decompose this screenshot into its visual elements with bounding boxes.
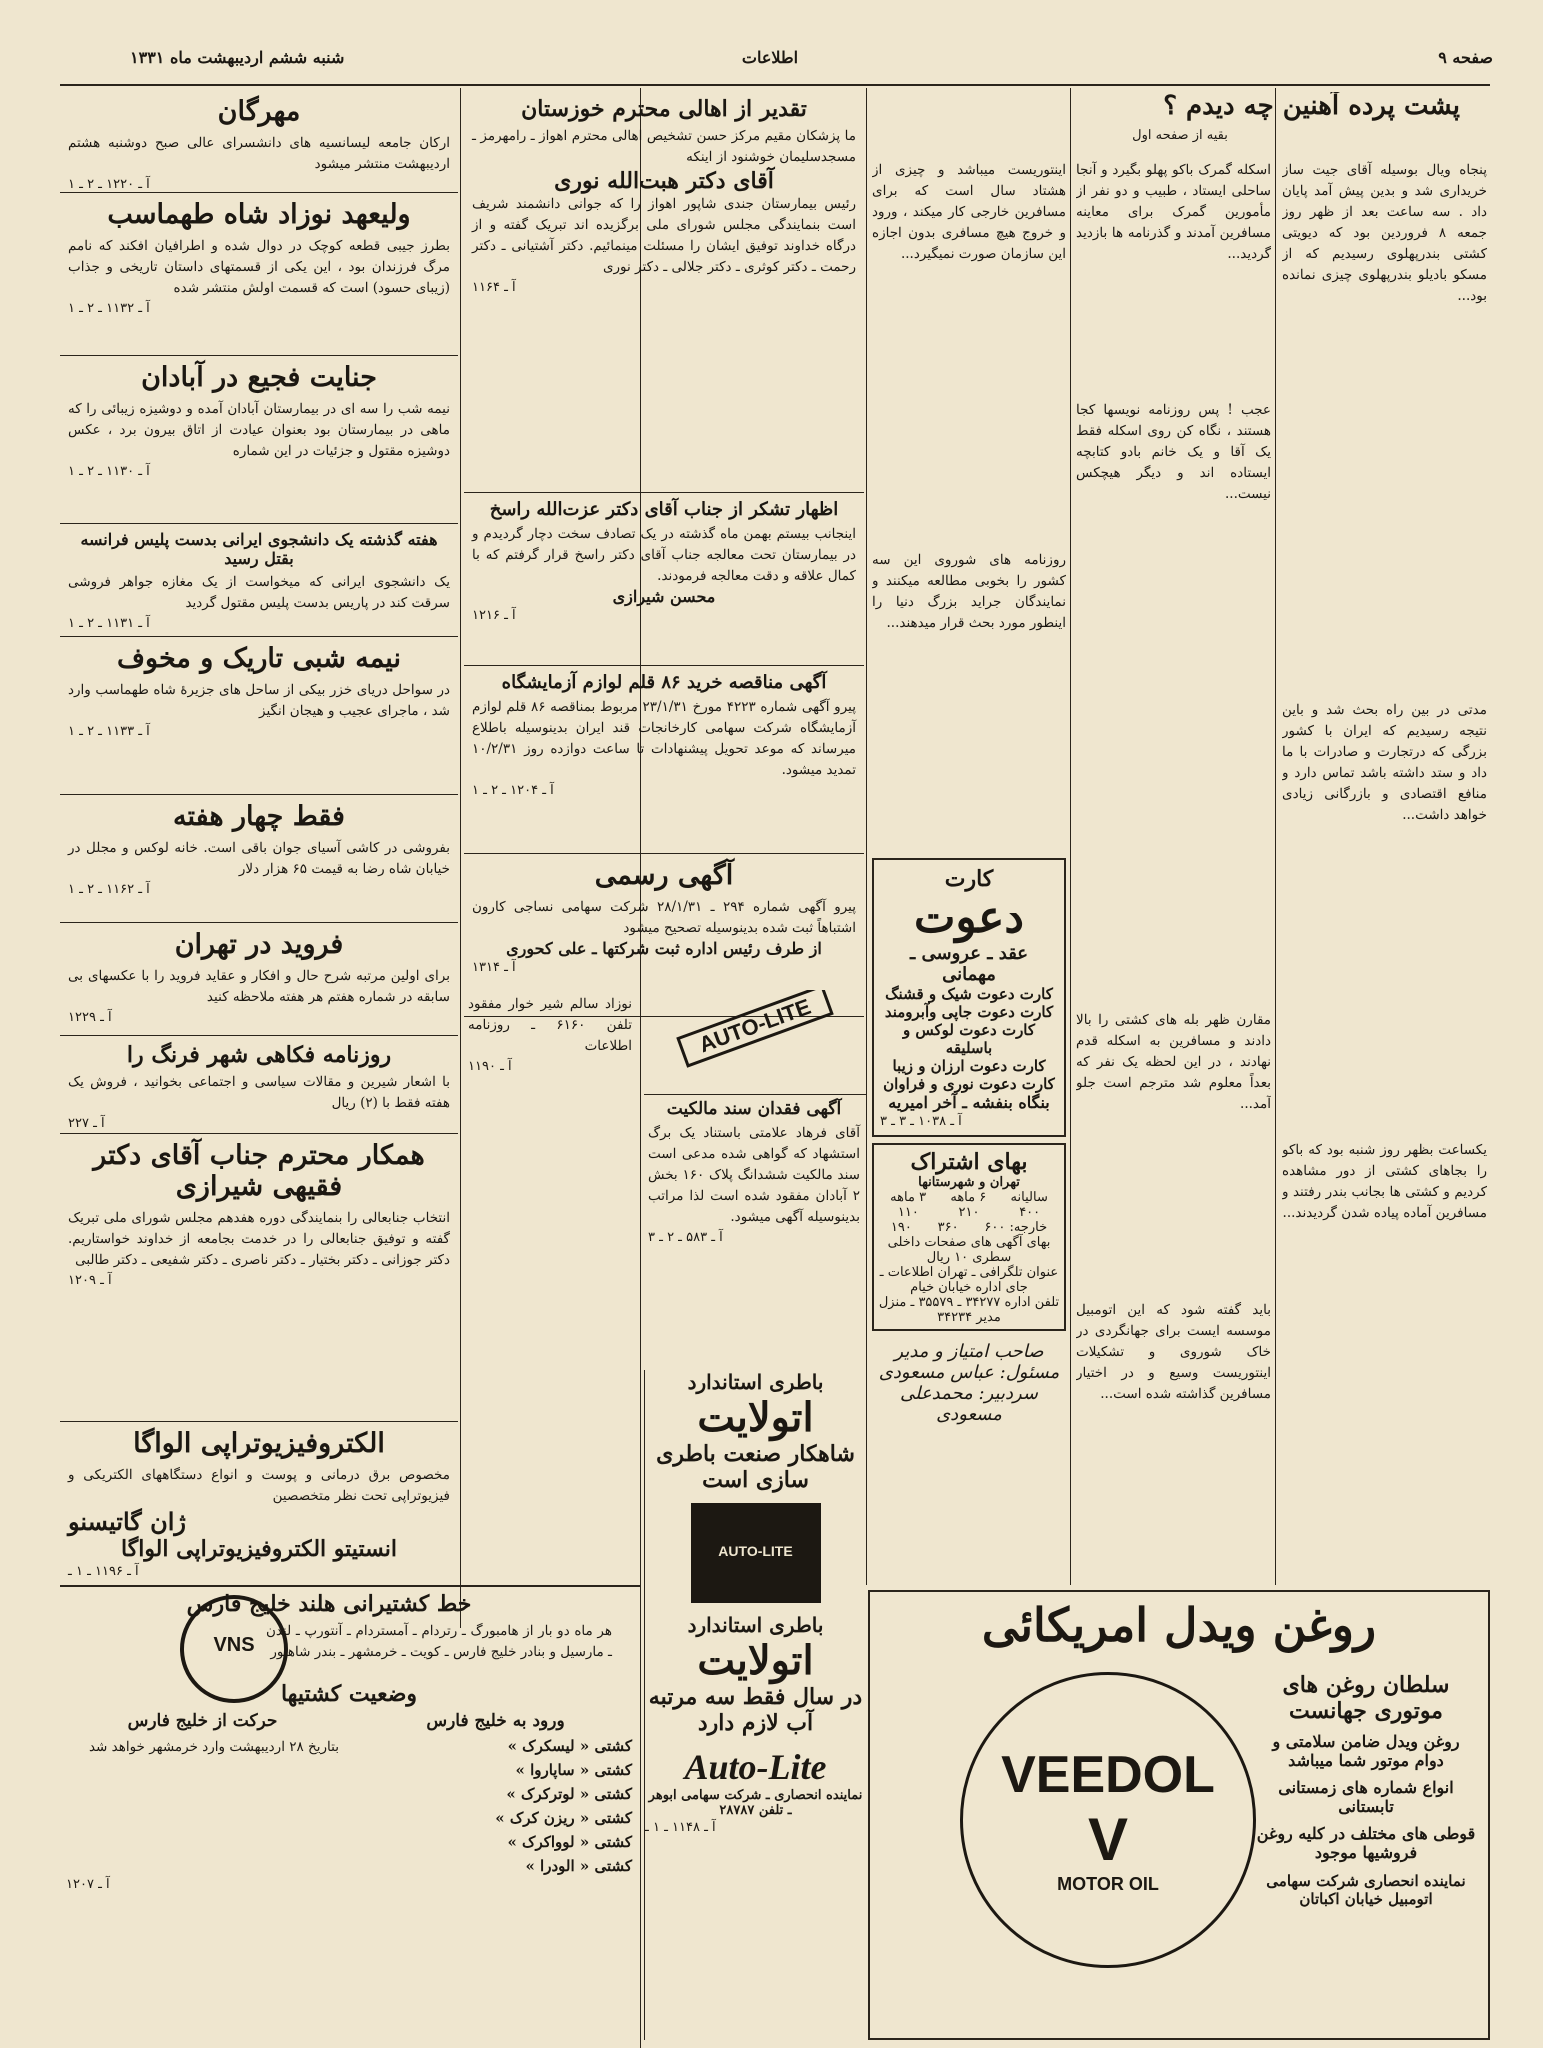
ship-name: کشتی « ساپاروا »	[515, 1760, 632, 1779]
veedol-title: روغن ویدل امریکائی	[981, 1598, 1377, 1652]
veedol-slogan: انواع شماره های زمستانی تابستانی	[1278, 1778, 1454, 1816]
card-line: کارت دعوت لوکس و باسلیقه	[902, 1021, 1036, 1057]
ad-code: آ ـ ۱۱۳۰ ـ ۲ ـ ۱	[68, 463, 150, 479]
sub-cell: ۴۰۰	[1019, 1205, 1041, 1220]
ad-text: با اشعار شیرین و مقالات سیاسی و اجتماعی بخوانید ، فروش یک هفته فقط با (۲) ریال	[68, 1074, 450, 1111]
shipping-rule	[60, 1585, 640, 1587]
subscription-note: بهای آگهی های صفحات داخلی سطری ۱۰ ریال	[887, 1235, 1051, 1265]
departures-column	[66, 1711, 339, 1875]
battery-brand: اتولایت	[697, 1637, 814, 1684]
ad-student	[60, 524, 458, 637]
veedol-slogan: روغن ویدل ضامن سلامتی و دوام موتور شما میباشد	[1272, 1732, 1460, 1770]
ad-code: آ ـ ۱۲۰۷	[66, 1876, 110, 1892]
article-signature: محسن شیرازی	[612, 586, 716, 606]
sub-cell: ۱۱۰	[897, 1205, 919, 1220]
subscription-row	[878, 1220, 1060, 1235]
column-5	[60, 90, 458, 1590]
ad-title: همکار محترم جناب آقای دکتر فقیهی شیرازی	[93, 1140, 425, 1203]
ad-code: آ ـ ۱۱۹۰	[468, 1058, 512, 1074]
ad-shah-tahmasb	[60, 193, 458, 356]
departures-title: حرکت از خلیج فارس	[127, 1710, 278, 1731]
ship-name: کشتی « ریزن کرک »	[495, 1808, 632, 1827]
ad-electro-physio	[60, 1422, 458, 1590]
sub-head: ۳ ماهه	[890, 1190, 927, 1205]
ad-code: آ ـ ۱۳۱۴	[472, 959, 516, 975]
ad-title: مهرگان	[217, 96, 301, 127]
shipping-text: هر ماه دو بار از هامبورگ ـ رتردام ـ آمستردام ـ آنتورپ ـ لندن ـ مارسیل و بنادر خلیج فارس ـ کویت ـ خرمشهر ـ بندر شاهپور	[266, 1623, 612, 1660]
subscription-row	[878, 1205, 1060, 1220]
card-line: کارت دعوت شیک و قشنگ	[885, 985, 1053, 1003]
ad-mehregan	[60, 90, 458, 193]
ad-code: آ ـ ۱۱۳۳ ـ ۲ ـ ۱	[68, 723, 150, 739]
veedol-brand: VEEDOL	[1001, 1746, 1215, 1804]
ad-abadan-crime	[60, 356, 458, 524]
battery-text: باطری استاندارد	[687, 1370, 824, 1394]
article-signature: از طرف رئیس اداره ثبت شرکتها ـ علی کحوری	[506, 938, 822, 958]
subscription-box	[872, 1143, 1066, 1331]
article-text: پیرو آگهی شماره ۴۲۲۳ مورخ ۲۳/۱/۳۱ مربوط بمناقصه ۸۶ قلم لوازم آزمایشگاه شرکت سهامی کارخانجات قند ایران بدینوسیله باطلاع میرساند که موعد تحویل پیشنهادات تا ساعت دوازده روز ۱۰/۲/۳۱ تمدید میشود.	[472, 699, 856, 778]
card-line: کارت دعوت ارزان و زیبا	[892, 1057, 1046, 1075]
article-paragraph: پنجاه ویال بوسیله آقای جیت ساز خریداری شد و بدین پیش آمد پایان داد . سه ساعت بعد از ظهر روز جمعه ۸ فروردین بود که دیویتی کشتی بندرپهلوی رسیدیم که از مسکو بادیلو بندرپهلوی چیزی نمانده بود...	[1282, 162, 1487, 304]
article-title: آگهی رسمی	[594, 860, 734, 891]
page-date: شنبه ششم اردیبهشت ماه ۱۳۳۱	[130, 48, 345, 67]
ad-text: بطرز جیبی قطعه کوچک در دوال شده و اطرافیان افکند که نامم مرگ فرزندان بود ، این یکی از قسمتهای داستان تاریخی و جذاب (زیبای حسود) است که قسمت اولش منتشر شده	[68, 238, 450, 296]
ad-text: نیمه شب را سه ای در بیمارستان آبادان آمده و دوشیزه زیبائی را که ماهی در بیمارستان بود بعنوان عیادت از اتاق بیرون برد ، عکس دوشیزه مقتول و جزئیات در این شماره	[68, 401, 450, 459]
article-title: تقدیر از اهالی محترم خوزستان	[521, 96, 807, 122]
ad-code: آ ـ ۱۲۰۴ ـ ۲ ـ ۱	[472, 782, 554, 798]
subscription-address: عنوان تلگرافی ـ تهران اطلاعات ـ جای اداره خیابان خیام	[879, 1265, 1059, 1295]
ad-code: آ ـ ۱۲۱۶	[472, 607, 516, 623]
article-paragraph: روزنامه های شوروی این سه کشور را بخوبی مطالعه میکنند و نمایندگان جراید بزرگ دنیا را اینطور مورد بحث قرار میدهند...	[872, 552, 1066, 631]
subscription-phone: تلفن اداره ۳۴۲۷۷ ـ ۳۵۵۷۹ ـ منزل مدیر ۳۴۲۳۴	[878, 1295, 1060, 1325]
article-text: پیرو آگهی شماره ۲۹۴ ـ ۲۸/۱/۳۱ شرکت سهامی نساجی کارون اشتباهاً ثبت شده بدینوسیله تصحیح میشود	[472, 899, 856, 936]
article-paragraph: عجب ! پس روزنامه نویسها کجا هستند ، نگاه کن روی اسکله فقط یک آقا و یک خانم بادو کتابچه ایستاده اند و دیگر هیچکس نیست...	[1076, 402, 1271, 502]
col-divider	[866, 88, 867, 1585]
owner-signature: صاحب امتیاز و مدیر مسئول: عباس مسعودی	[878, 1341, 1060, 1383]
ad-code: آ ـ ۱۱۴۸ ـ ۱ ـ	[645, 1820, 716, 1835]
col-divider	[460, 88, 461, 1628]
article-paragraph: باید گفته شود که این اتومبیل موسسه ایست برای جهانگردی در خاک شوروی و تشکیلات اینتوریست وسیع و در اختیار مسافرین گذاشته شده است...	[1076, 1302, 1271, 1402]
ad-freud	[60, 923, 458, 1036]
veedol-slogan: سلطان روغن های موتوری جهانست	[1282, 1672, 1450, 1724]
battery-text: باطری استاندارد	[687, 1613, 824, 1637]
lost-child-notice	[464, 990, 636, 1090]
ad-text: برای اولین مرتبه شرح حال و افکار و عقاید فروید را با عکسهای بی سابقه در شماره هفتم هر هفته ملاحظه کنید	[68, 968, 450, 1005]
ad-title-bottom: انستیتو الکتروفیزیوتراپی الواگا	[121, 1535, 397, 1562]
newspaper-name: اطلاعات	[741, 48, 799, 67]
ad-code: آ ـ ۱۲۲۰ ـ ۲ ـ ۱	[68, 176, 150, 192]
ad-four-weeks	[60, 795, 458, 923]
ad-title: فقط چهار هفته	[173, 801, 345, 832]
ad-dark-night	[60, 637, 458, 795]
battery-text: در سال فقط سه مرتبه آب لازم دارد	[648, 1684, 863, 1736]
ad-text: ارکان جامعه لیسانسیه های دانشسرای عالی صبح دوشنبه هشتم اردیبهشت منتشر میشود	[68, 135, 450, 172]
ad-code: آ ـ ۲۲۷	[68, 1115, 105, 1131]
shipping-columns	[66, 1711, 632, 1875]
article-text: رئیس بیمارستان جندی شاپور اهواز را که جوانی دانشمند شریف است بنمایندگی مجلس شورای ملی برگزیده اند تبریک گفته و از درگاه خداوند توفیق ایشان را مسئلت مینمائیم. دکتر آشتیانی ـ دکتر رحمت ـ دکتر کوثری ـ دکتر جلالی ـ دکتر نوری	[472, 195, 856, 275]
ad-text: انتخاب جنابعالی را بنمایندگی دوره هفدهم مجلس شورای ملی تبریک گفته و توفیق جنابعالی را در خدمت بجامعه از خداوند خواستاریم. دکتر جوزانی ـ دکتر بختیار ـ دکتر ناصری ـ دکتر شفیعی ـ دکتر طالبی	[68, 1210, 450, 1268]
ad-code: آ ـ ۱۰۳۸ ـ ۳ ـ ۳	[880, 1114, 962, 1129]
ship-name: کشتی « لوترکرک »	[506, 1784, 632, 1803]
autolite-ad	[644, 990, 866, 1095]
ad-code: آ ـ ۱۱۶۴	[472, 279, 516, 295]
ad-title: هفته گذشته یک دانشجوی ایرانی بدست پلیس فرانسه بقتل رسید	[80, 530, 438, 568]
notice-text: آقای فرهاد علامتی باستناد یک برگ استشهاد که گواهی شده مدعی است سند مالکیت ششدانگ پلاک ۱۶۰ بخش ۲ آبادان مفقود شده است لذا مراتب بدینوسیله آگهی میشود.	[648, 1125, 860, 1225]
ad-title: ولیعهد نوزاد شاه طهماسب	[107, 199, 411, 230]
veedol-ad	[868, 1590, 1490, 2040]
autolite-logo: Auto-Lite	[684, 1747, 827, 1787]
ad-code: آ ـ ۱۲۲۹	[68, 1009, 112, 1025]
editor-signature: سردبیر: محمدعلی مسعودی	[899, 1383, 1038, 1425]
veedol-slogan: قوطی های مختلف در کلیه روغن فروشیها موجود	[1256, 1824, 1476, 1862]
subscription-header	[878, 1190, 1060, 1205]
shipping-title: خط کشتیرانی هلند خلیج فارس	[186, 1591, 472, 1617]
arrivals-title: ورود به خلیج فارس	[426, 1710, 565, 1731]
subscription-title: بهای اشتراک	[910, 1149, 1028, 1175]
ship-name: کشتی « لیسکرک »	[507, 1736, 632, 1755]
battery-agent: نماینده انحصاری ـ شرکت سهامی ابوهر ـ تلفن ۲۸۷۸۷	[648, 1788, 863, 1818]
card-line: کارت دعوت جاپی وآبرومند	[884, 1003, 1054, 1021]
battery-full	[644, 1370, 866, 2040]
ad-code: آ ـ ۱۲۰۹	[68, 1272, 112, 1288]
article-paragraph: یکساعت بظهر روز شنبه بود که باکو را بجاهای کشتی از دور مشاهده کردیم و کشتی ها بجانب بندر رفتند و مسافرین آماده پیاده شدن گردیدند...	[1282, 1142, 1487, 1221]
ad-text: بفروشی در کاشی آسیای جوان باقی است. خانه لوکس و مجلل در خیابان شاه رضا به قیمت ۶۵ هزار دلار	[68, 840, 450, 877]
ship-logo: VNS	[180, 1595, 288, 1703]
ad-code: آ ـ ۱۱۶۲ ـ ۲ ـ ۱	[68, 881, 150, 897]
ad-title: روزنامه فکاهی شهر فرنگ را	[126, 1042, 392, 1068]
ad-text: مخصوص برق درمانی و پوست و انواع دستگاههای الکتریکی و فیزیوتراپی تحت نظر متخصصین	[68, 1467, 450, 1504]
notice-title: آگهی فقدان سند مالکیت	[666, 1099, 842, 1119]
card-line: کارت دعوت نوری و فراوان	[883, 1075, 1055, 1093]
veedol-v-icon: V	[1087, 1806, 1129, 1873]
shipping-status-title: وضعیت کشتیها	[280, 1680, 418, 1707]
article-paragraph: مقارن ظهر بله های کشتی را بالا دادند و مسافرین به اسکله قدم نهادند ، در این لحظه یک نفر که بعداً معلوم شد مترجم است جلو آمد...	[1076, 1012, 1271, 1112]
article-khuzestan	[464, 90, 864, 493]
ad-colleague	[60, 1134, 458, 1422]
veedol-slogans	[1256, 1672, 1476, 1908]
ad-doctor-name: ژان گاتیسنو	[68, 1506, 186, 1536]
article-title: آگهی مناقصه خرید ۸۶ قلم لوازم آزمایشگاه	[501, 672, 827, 693]
card-label: کارت	[944, 866, 994, 892]
page-number: صفحه ۹	[1438, 48, 1493, 67]
shipping-ad	[60, 1585, 638, 2040]
battery-brand: اتولایت	[697, 1394, 814, 1441]
article-continued: بقیه از صفحه اول	[1132, 127, 1228, 143]
column-1	[1282, 160, 1487, 1580]
card-subtitle: عقد ـ عروسی ـ مهمانی	[909, 943, 1029, 985]
article-title: پشت پرده آهنین چه دیدم ؟	[1163, 92, 1460, 121]
article-tender	[464, 666, 864, 854]
card-title: دعوت	[914, 892, 1024, 943]
card-address: بنگاه بنفشه ـ آخر امیریه	[888, 1093, 1050, 1112]
sub-cell: ۲۱۰	[958, 1205, 980, 1220]
ad-title: فروید در تهران	[174, 929, 344, 960]
subscription-subtitle: تهران و شهرستانها	[918, 1175, 1020, 1190]
article-text: اینجانب بیستم بهمن ماه گذشته در یک تصادف سخت دچار گردیدم و در بیمارستان تحت معالجه جناب آقای دکتر راسخ قرار گرفتم که با کمال علاقه و دقت معالجه فرمودند.	[472, 526, 856, 584]
sub-cell: خارجه: ۶۰۰	[984, 1220, 1048, 1235]
ad-title: نیمه شبی تاریک و مخوف	[117, 643, 401, 674]
autolite-logo: AUTO-LITE	[676, 990, 834, 1068]
ad-code: آ ـ ۵۸۳ ـ ۲ ـ ۳	[648, 1229, 723, 1245]
ad-text: یک دانشجوی ایرانی که میخواست از یک مغازه جواهر فروشی سرقت کند در پاریس بدست پلیس مقتول گردید	[68, 574, 450, 611]
article-paragraph: اینتوریست میباشد و چیزی از هشتاد سال است که برای مسافرین خارجی کار میکند ، ورود و خروج هیچ مسافری بدون اجازه این سازمان صورت نمیگیرد...	[872, 162, 1066, 262]
ad-title: الکتروفیزیوتراپی الواگا	[133, 1428, 385, 1459]
sub-cell: ۱۹۰	[890, 1220, 912, 1235]
notice-text: نوزاد سالم شیر خوار مفقود تلفن ۶۱۶۰ ـ روزنامه اطلاعات	[468, 996, 633, 1054]
ship-name: کشتی « لوواکرک »	[507, 1832, 632, 1851]
sub-head: ۶ ماهه	[950, 1190, 987, 1205]
article-paragraph: مدتی در بین راه بحث شد و باین نتیجه رسیدیم که ایران با کشور بزرگی که درتجارت و صادرات با ما داد و ستد داشته باشد تماس دارد و منافع اقتصادی و بازرگانی زیادی خواهد داشت...	[1282, 702, 1487, 823]
invitation-card-ad	[872, 858, 1066, 1137]
article-paragraph: اسکله گمرک باکو پهلو بگیرد و آنجا ساحلی ایستاد ، طبیب و دو نفر از مأمورین گمرک برای معاینه مسافرین آمدند و گذرنامه ها بازدید گردید...	[1076, 162, 1271, 262]
article-thanks	[464, 493, 864, 666]
column-2	[1076, 160, 1271, 1580]
battery-text: شاهکار صنعت باطری سازی است	[656, 1441, 855, 1493]
battery-image: AUTO-LITE	[691, 1503, 821, 1603]
ad-code: آ ـ ۱۱۹۶ ـ ۱ ـ	[68, 1563, 139, 1579]
veedol-agent: نماینده انحصاری شرکت سهامی اتومبیل خیابان اکباتان	[1266, 1872, 1466, 1908]
article-text: ما پزشکان مقیم مرکز حسن تشخیص اهالی محترم اهواز ـ رامهرمز ـ مسجدسلیمان خوشنود از اینکه	[472, 128, 856, 165]
ad-shahr-farang	[60, 1036, 458, 1134]
ad-code: آ ـ ۱۱۳۲ ـ ۲ ـ ۱	[68, 300, 150, 316]
arrivals-column	[359, 1711, 632, 1875]
ad-code: آ ـ ۱۱۳۱ ـ ۲ ـ ۱	[68, 615, 150, 631]
veedol-logo	[960, 1672, 1256, 1968]
veedol-sub: MOTOR OIL	[1057, 1874, 1159, 1894]
article-title: اظهار تشکر از جناب آقای دکتر عزت‌الله راسخ	[489, 499, 839, 520]
sub-cell: ۳۶۰	[937, 1220, 959, 1235]
ship-name: کشتی « الودرا »	[525, 1856, 632, 1875]
ad-title: جنایت فجیع در آبادان	[141, 362, 377, 393]
column-3	[872, 160, 1066, 1600]
departure-note: بتاریخ ۲۸ اردیبهشت وارد خرمشهر خواهد شد	[88, 1738, 339, 1755]
sub-head: ساليانه	[1010, 1190, 1048, 1205]
header-rule	[60, 84, 1490, 86]
article-name: آقای دکتر هبت‌الله نوری	[554, 167, 774, 194]
ad-text: در سواحل دریای خزر بیکی از ساحل های جزیرۀ شاه طهماسب وارد شد ، ماجرای عجیب و هیجان انگیز	[68, 682, 450, 719]
